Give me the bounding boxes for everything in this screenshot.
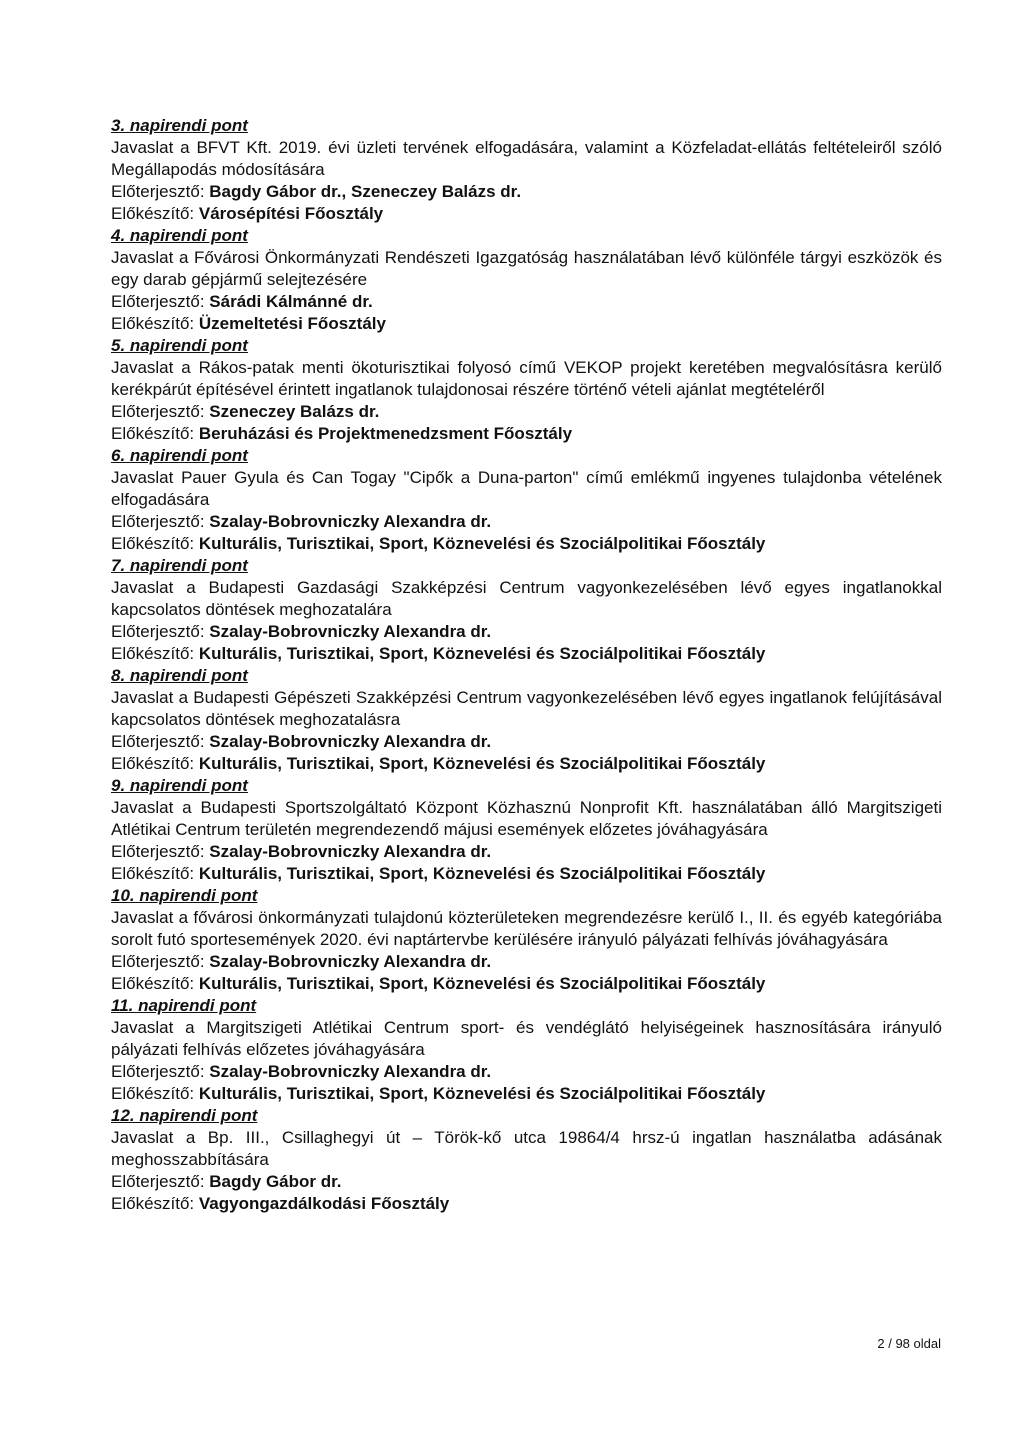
agenda-item-3 bbox=[111, 115, 942, 225]
page-number: 2 / 98 oldal bbox=[877, 1336, 941, 1351]
preparer-line bbox=[111, 1193, 942, 1215]
presenter-name: Szalay-Bobrovniczky Alexandra dr. bbox=[209, 842, 492, 861]
presenter-name: Szalay-Bobrovniczky Alexandra dr. bbox=[209, 732, 492, 751]
preparer-department: Üzemeltetési Főosztály bbox=[198, 314, 386, 333]
presenter-name: Sárádi Kálmánné dr. bbox=[209, 292, 373, 311]
presenter-label: Előterjesztő: bbox=[111, 182, 205, 201]
agenda-item-heading: 11. napirendi pont bbox=[111, 996, 257, 1015]
presenter-label: Előterjesztő: bbox=[111, 952, 205, 971]
preparer-label: Előkészítő: bbox=[111, 974, 195, 993]
preparer-label: Előkészítő: bbox=[111, 534, 195, 553]
preparer-department: Beruházási és Projektmenedzsment Főosztály bbox=[198, 424, 573, 443]
presenter-line bbox=[111, 731, 942, 753]
agenda-item-11 bbox=[111, 995, 942, 1105]
presenter-name: Szalay-Bobrovniczky Alexandra dr. bbox=[209, 622, 492, 641]
preparer-department: Kulturális, Turisztikai, Sport, Köznevelési és Szociálpolitikai Főosztály bbox=[198, 1084, 766, 1103]
agenda-item-description: Javaslat a Budapesti Gépészeti Szakképzési Centrum vagyonkezelésében lévő egyes ingatlanok felújításával kapcsolatos döntések meghozatalásra bbox=[111, 688, 942, 729]
agenda-list bbox=[111, 115, 942, 1215]
preparer-department: Kulturális, Turisztikai, Sport, Köznevelési és Szociálpolitikai Főosztály bbox=[198, 644, 766, 663]
agenda-item-12 bbox=[111, 1105, 942, 1215]
agenda-item-6 bbox=[111, 445, 942, 555]
preparer-department: Városépítési Főosztály bbox=[198, 204, 384, 223]
agenda-item-description: Javaslat a fővárosi önkormányzati tulajdonú közterületeken megrendezésre kerülő I., II. és egyéb kategóriába sorolt futó sportesemények 2020. évi naptártervbe kerülésére irányuló pályázati felhívás jóváhagyására bbox=[111, 908, 942, 949]
preparer-label: Előkészítő: bbox=[111, 1194, 195, 1213]
presenter-line bbox=[111, 511, 942, 533]
preparer-label: Előkészítő: bbox=[111, 204, 195, 223]
agenda-item-5 bbox=[111, 335, 942, 445]
agenda-item-10 bbox=[111, 885, 942, 995]
presenter-line bbox=[111, 1171, 942, 1193]
presenter-label: Előterjesztő: bbox=[111, 622, 205, 641]
presenter-line bbox=[111, 951, 942, 973]
presenter-line bbox=[111, 841, 942, 863]
presenter-line bbox=[111, 1061, 942, 1083]
presenter-name: Szeneczey Balázs dr. bbox=[209, 402, 380, 421]
preparer-line bbox=[111, 203, 942, 225]
preparer-label: Előkészítő: bbox=[111, 754, 195, 773]
presenter-label: Előterjesztő: bbox=[111, 1062, 205, 1081]
agenda-item-description: Javaslat a Budapesti Sportszolgáltató Központ Közhasznú Nonprofit Kft. használatában álló Margitszigeti Atlétikai Centrum területén megrendezendő májusi események előzetes jóváhagyására bbox=[111, 798, 942, 839]
preparer-department: Kulturális, Turisztikai, Sport, Köznevelési és Szociálpolitikai Főosztály bbox=[198, 754, 766, 773]
presenter-label: Előterjesztő: bbox=[111, 842, 205, 861]
presenter-label: Előterjesztő: bbox=[111, 1172, 205, 1191]
agenda-item-description: Javaslat Pauer Gyula és Can Togay "Cipők a Duna-parton" című emlékmű ingyenes tulajdonba vételének elfogadására bbox=[111, 468, 942, 509]
preparer-line bbox=[111, 863, 942, 885]
presenter-label: Előterjesztő: bbox=[111, 402, 205, 421]
preparer-department: Kulturális, Turisztikai, Sport, Köznevelési és Szociálpolitikai Főosztály bbox=[198, 864, 766, 883]
agenda-item-heading: 7. napirendi pont bbox=[111, 556, 248, 575]
agenda-item-description: Javaslat a Bp. III., Csillaghegyi út – Török-kő utca 19864/4 hrsz-ú ingatlan használatba adásának meghosszabbítására bbox=[111, 1128, 942, 1169]
agenda-item-9 bbox=[111, 775, 942, 885]
presenter-name: Szalay-Bobrovniczky Alexandra dr. bbox=[209, 952, 492, 971]
presenter-name: Szalay-Bobrovniczky Alexandra dr. bbox=[209, 512, 492, 531]
agenda-item-4 bbox=[111, 225, 942, 335]
presenter-name: Bagdy Gábor dr. bbox=[209, 1172, 342, 1191]
presenter-line bbox=[111, 181, 942, 203]
presenter-line bbox=[111, 401, 942, 423]
preparer-department: Vagyongazdálkodási Főosztály bbox=[198, 1194, 450, 1213]
agenda-item-description: Javaslat a Rákos-patak menti ökoturisztikai folyosó című VEKOP projekt keretében megvalósításra kerülő kerékpárút építésével érintett ingatlanok tulajdonosai részére történő vételi ajánlat megtételéről bbox=[111, 358, 942, 399]
presenter-label: Előterjesztő: bbox=[111, 732, 205, 751]
agenda-item-heading: 5. napirendi pont bbox=[111, 336, 248, 355]
preparer-label: Előkészítő: bbox=[111, 644, 195, 663]
preparer-department: Kulturális, Turisztikai, Sport, Köznevelési és Szociálpolitikai Főosztály bbox=[198, 974, 766, 993]
agenda-item-heading: 8. napirendi pont bbox=[111, 666, 248, 685]
agenda-item-heading: 3. napirendi pont bbox=[111, 116, 248, 135]
preparer-label: Előkészítő: bbox=[111, 864, 195, 883]
preparer-label: Előkészítő: bbox=[111, 424, 195, 443]
preparer-department: Kulturális, Turisztikai, Sport, Köznevelési és Szociálpolitikai Főosztály bbox=[198, 534, 766, 553]
presenter-name: Szalay-Bobrovniczky Alexandra dr. bbox=[209, 1062, 492, 1081]
preparer-label: Előkészítő: bbox=[111, 314, 195, 333]
agenda-item-heading: 10. napirendi pont bbox=[111, 886, 258, 905]
agenda-item-heading: 9. napirendi pont bbox=[111, 776, 248, 795]
agenda-item-heading: 12. napirendi pont bbox=[111, 1106, 258, 1125]
agenda-item-8 bbox=[111, 665, 942, 775]
preparer-line bbox=[111, 1083, 942, 1105]
agenda-item-heading: 4. napirendi pont bbox=[111, 226, 248, 245]
presenter-label: Előterjesztő: bbox=[111, 292, 205, 311]
presenter-line bbox=[111, 621, 942, 643]
agenda-item-description: Javaslat a Fővárosi Önkormányzati Rendészeti Igazgatóság használatában lévő különféle tárgyi eszközök és egy darab gépjármű selejtezésére bbox=[111, 248, 942, 289]
preparer-line bbox=[111, 753, 942, 775]
agenda-item-heading: 6. napirendi pont bbox=[111, 446, 248, 465]
preparer-line bbox=[111, 533, 942, 555]
preparer-line bbox=[111, 643, 942, 665]
presenter-line bbox=[111, 291, 942, 313]
preparer-line bbox=[111, 973, 942, 995]
agenda-item-description: Javaslat a BFVT Kft. 2019. évi üzleti tervének elfogadására, valamint a Közfeladat-ellátás feltételeiről szóló Megállapodás módosítására bbox=[111, 138, 942, 179]
agenda-item-7 bbox=[111, 555, 942, 665]
preparer-label: Előkészítő: bbox=[111, 1084, 195, 1103]
agenda-item-description: Javaslat a Budapesti Gazdasági Szakképzési Centrum vagyonkezelésében lévő egyes ingatlanokkal kapcsolatos döntések meghozatalára bbox=[111, 578, 942, 619]
preparer-line bbox=[111, 423, 942, 445]
presenter-name: Bagdy Gábor dr., Szeneczey Balázs dr. bbox=[209, 182, 522, 201]
presenter-label: Előterjesztő: bbox=[111, 512, 205, 531]
agenda-item-description: Javaslat a Margitszigeti Atlétikai Centrum sport- és vendéglátó helyiségeinek hasznosítására irányuló pályázati felhívás előzetes jóváhagyására bbox=[111, 1018, 942, 1059]
preparer-line bbox=[111, 313, 942, 335]
